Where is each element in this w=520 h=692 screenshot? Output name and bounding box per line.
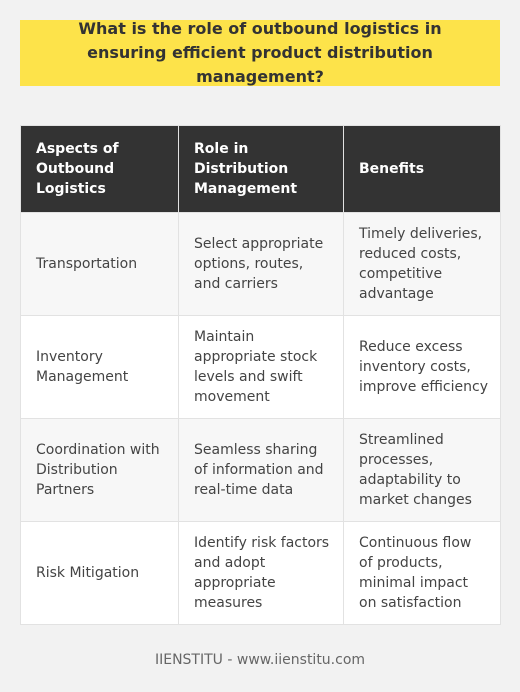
cell-role: Select appropriate options, routes, and carriers — [179, 213, 344, 316]
table-row — [21, 316, 501, 419]
cell-aspect: Coordination with Distribution Partners — [21, 419, 179, 522]
cell-benefit: Timely deliveries, reduced costs, competitive advantage — [344, 213, 501, 316]
header-role: Role in Distribution Management — [179, 126, 344, 213]
header-benefits: Benefits — [344, 126, 501, 213]
footer-credit: IIENSTITU - www.iienstitu.com — [154, 652, 366, 668]
page-title: What is the role of outbound logistics in ensuring efficient product distribution management? — [78, 19, 442, 86]
logistics-table — [20, 125, 501, 625]
cell-role: Seamless sharing of information and real-time data — [179, 419, 344, 522]
title-banner — [20, 20, 500, 86]
cell-aspect: Risk Mitigation — [21, 522, 179, 625]
cell-aspect: Inventory Management — [21, 316, 179, 419]
cell-aspect: Transportation — [21, 213, 179, 316]
table-header-row — [21, 126, 501, 213]
header-aspects: Aspects of Outbound Logistics — [21, 126, 179, 213]
table-row — [21, 419, 501, 522]
cell-role: Identify risk factors and adopt appropriate measures — [179, 522, 344, 625]
table-row — [21, 522, 501, 625]
cell-role: Maintain appropriate stock levels and swift movement — [179, 316, 344, 419]
table-row — [21, 213, 501, 316]
cell-benefit: Continuous flow of products, minimal impact on satisfaction — [344, 522, 501, 625]
cell-benefit: Streamlined processes, adaptability to market changes — [344, 419, 501, 522]
cell-benefit: Reduce excess inventory costs, improve efficiency — [344, 316, 501, 419]
